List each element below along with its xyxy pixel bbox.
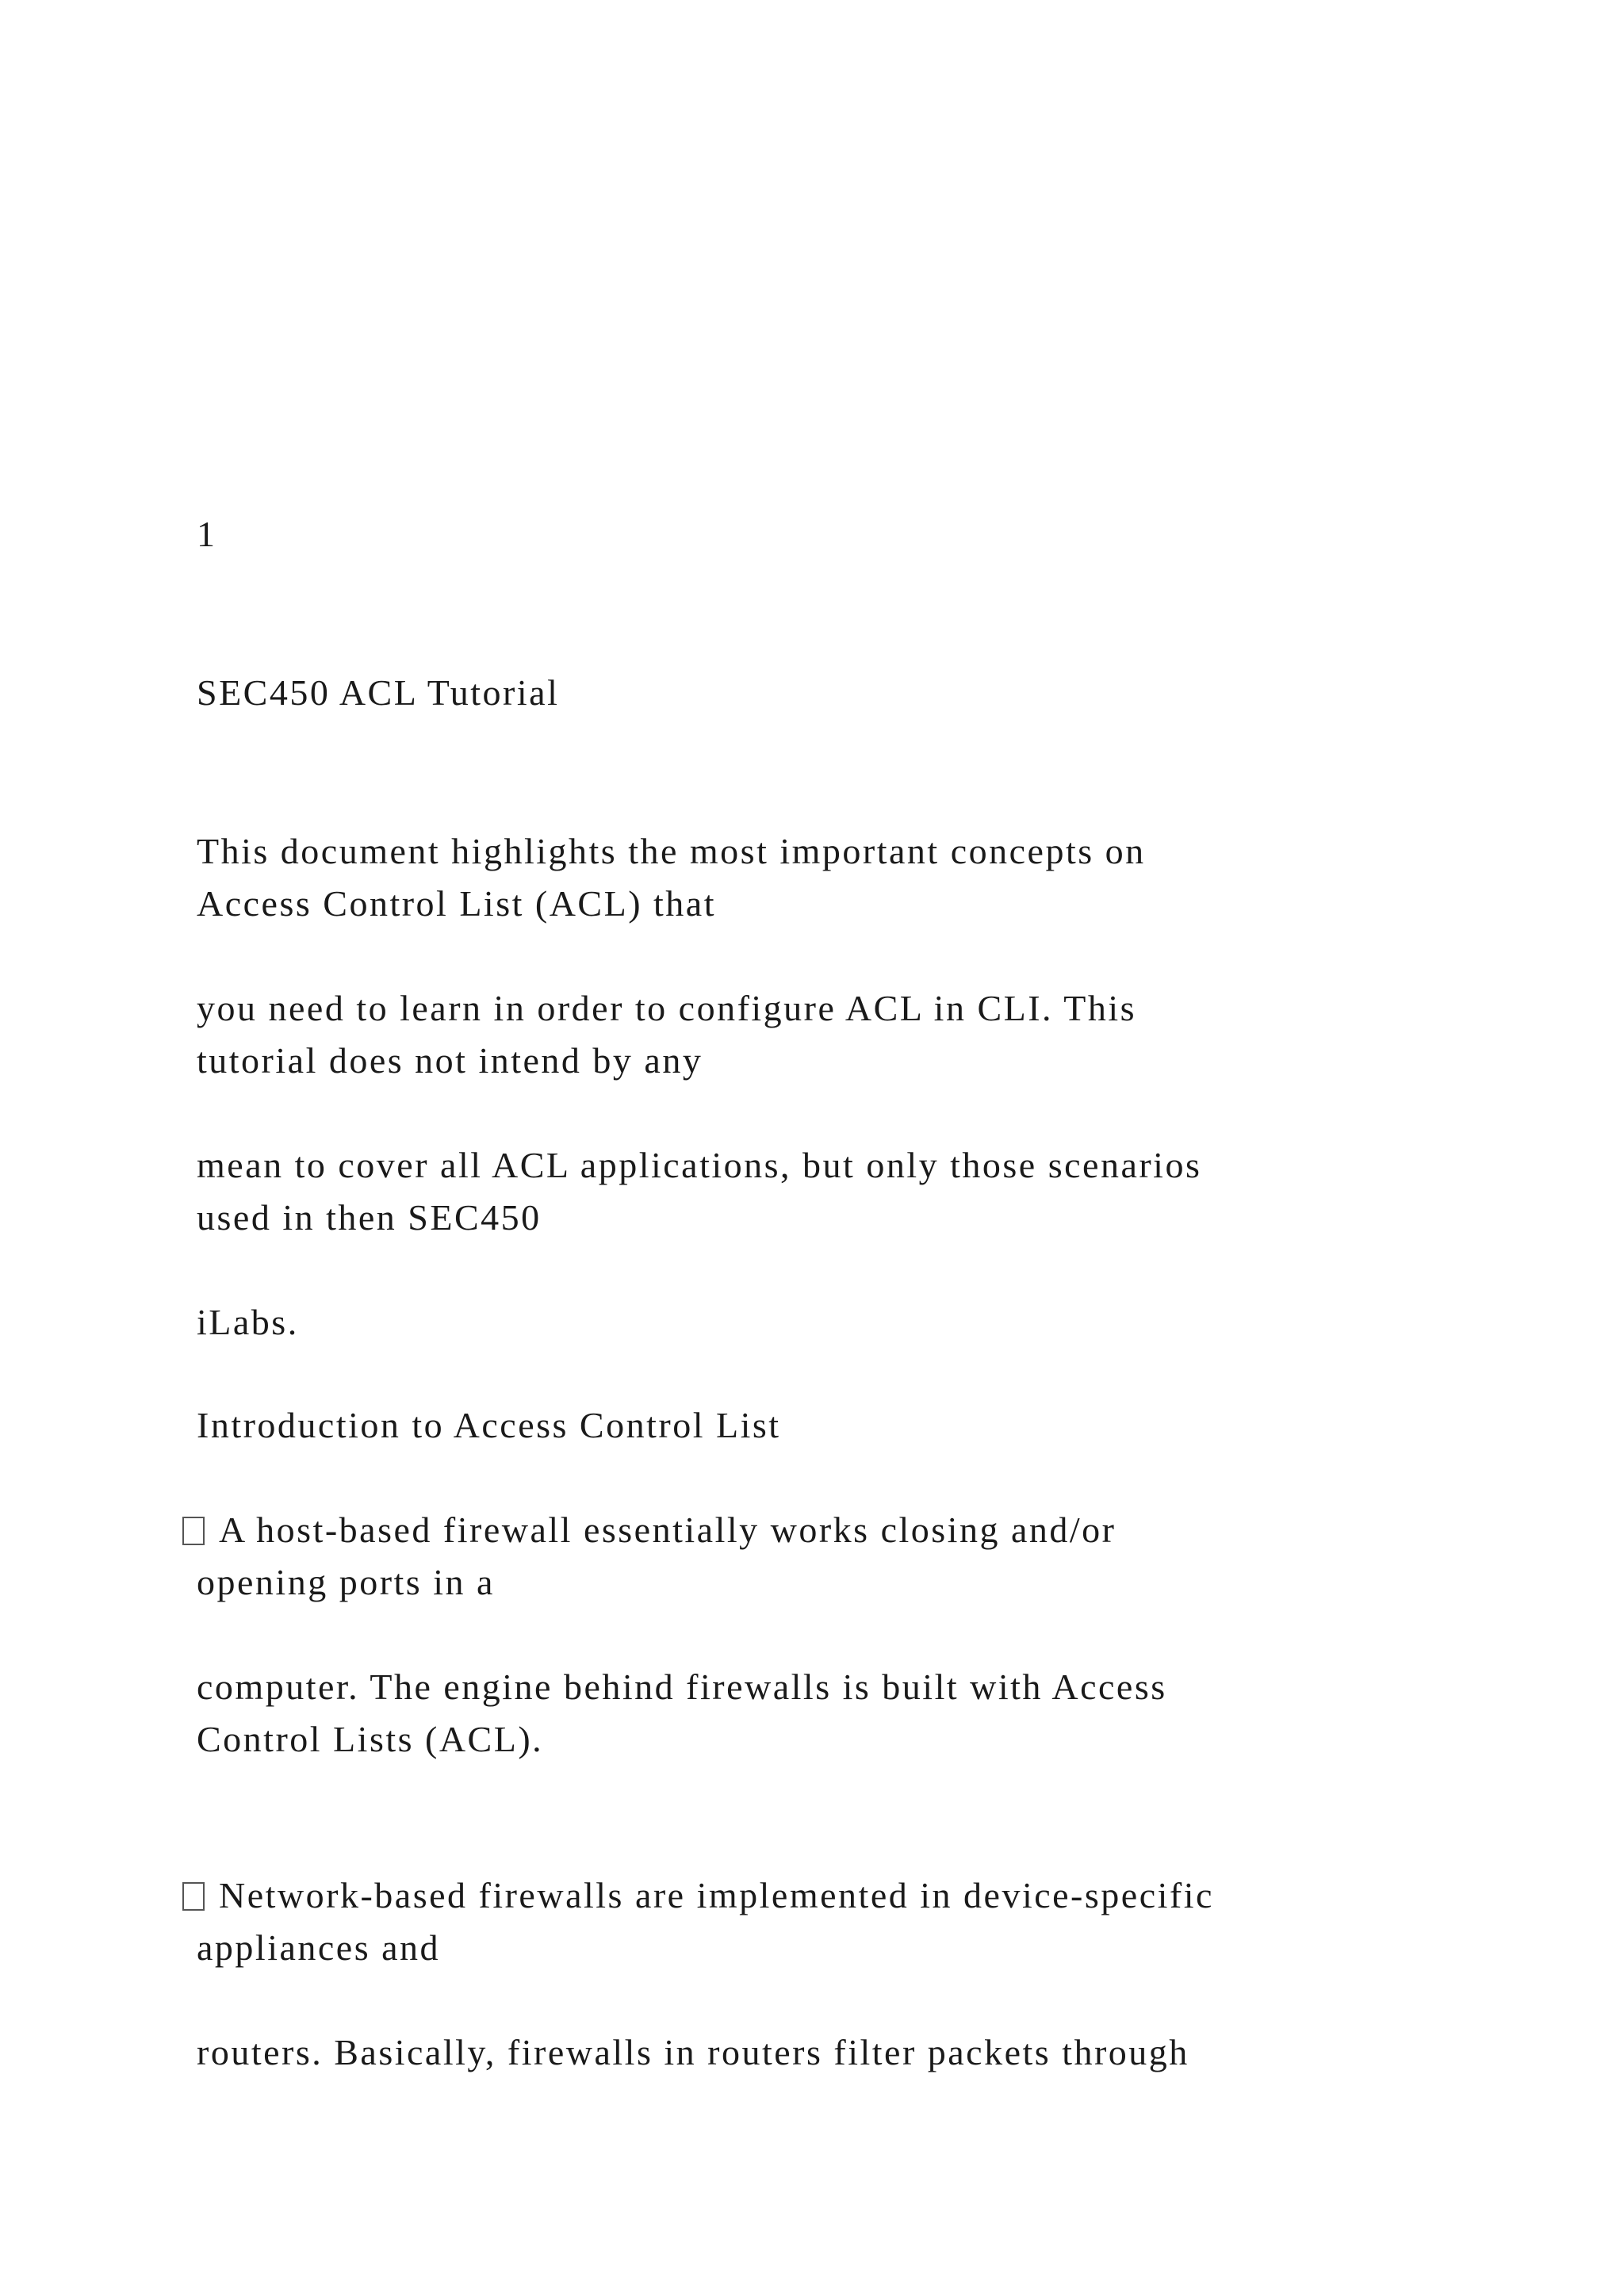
bullet-glyph-icon [182, 1882, 205, 1911]
bullet-item [182, 1877, 1214, 1914]
bullet-text-line: opening ports in a [197, 1562, 495, 1602]
intro-paragraph-line: tutorial does not intend by any [197, 1040, 703, 1081]
intro-paragraph-line: Access Control List (ACL) that [197, 883, 717, 924]
bullet-glyph-icon [182, 1517, 205, 1545]
intro-paragraph-line: iLabs. [197, 1302, 299, 1342]
document-title: SEC450 ACL Tutorial [197, 672, 560, 713]
page-number: 1 [197, 514, 217, 554]
bullet-item [182, 1512, 1116, 1548]
bullet-text-line: computer. The engine behind firewalls is built with Access [197, 1667, 1167, 1707]
intro-paragraph-line: mean to cover all ACL applications, but only those scenarios [197, 1145, 1202, 1185]
bullet-text-line: appliances and [197, 1927, 441, 1968]
intro-paragraph-line: you need to learn in order to configure ACL in CLI. This [197, 988, 1136, 1028]
bullet-text: Network-based firewalls are implemented in device-specific [219, 1875, 1214, 1915]
bullet-text: A host-based firewall essentially works closing and/or [219, 1510, 1116, 1550]
bullet-text-line: routers. Basically, firewalls in routers filter packets through [197, 2032, 1189, 2072]
intro-paragraph-line: used in then SEC450 [197, 1197, 542, 1238]
intro-paragraph-line: This document highlights the most important concepts on [197, 831, 1146, 871]
bullet-text-line: Control Lists (ACL). [197, 1719, 544, 1759]
section-heading: Introduction to Access Control List [197, 1405, 781, 1445]
